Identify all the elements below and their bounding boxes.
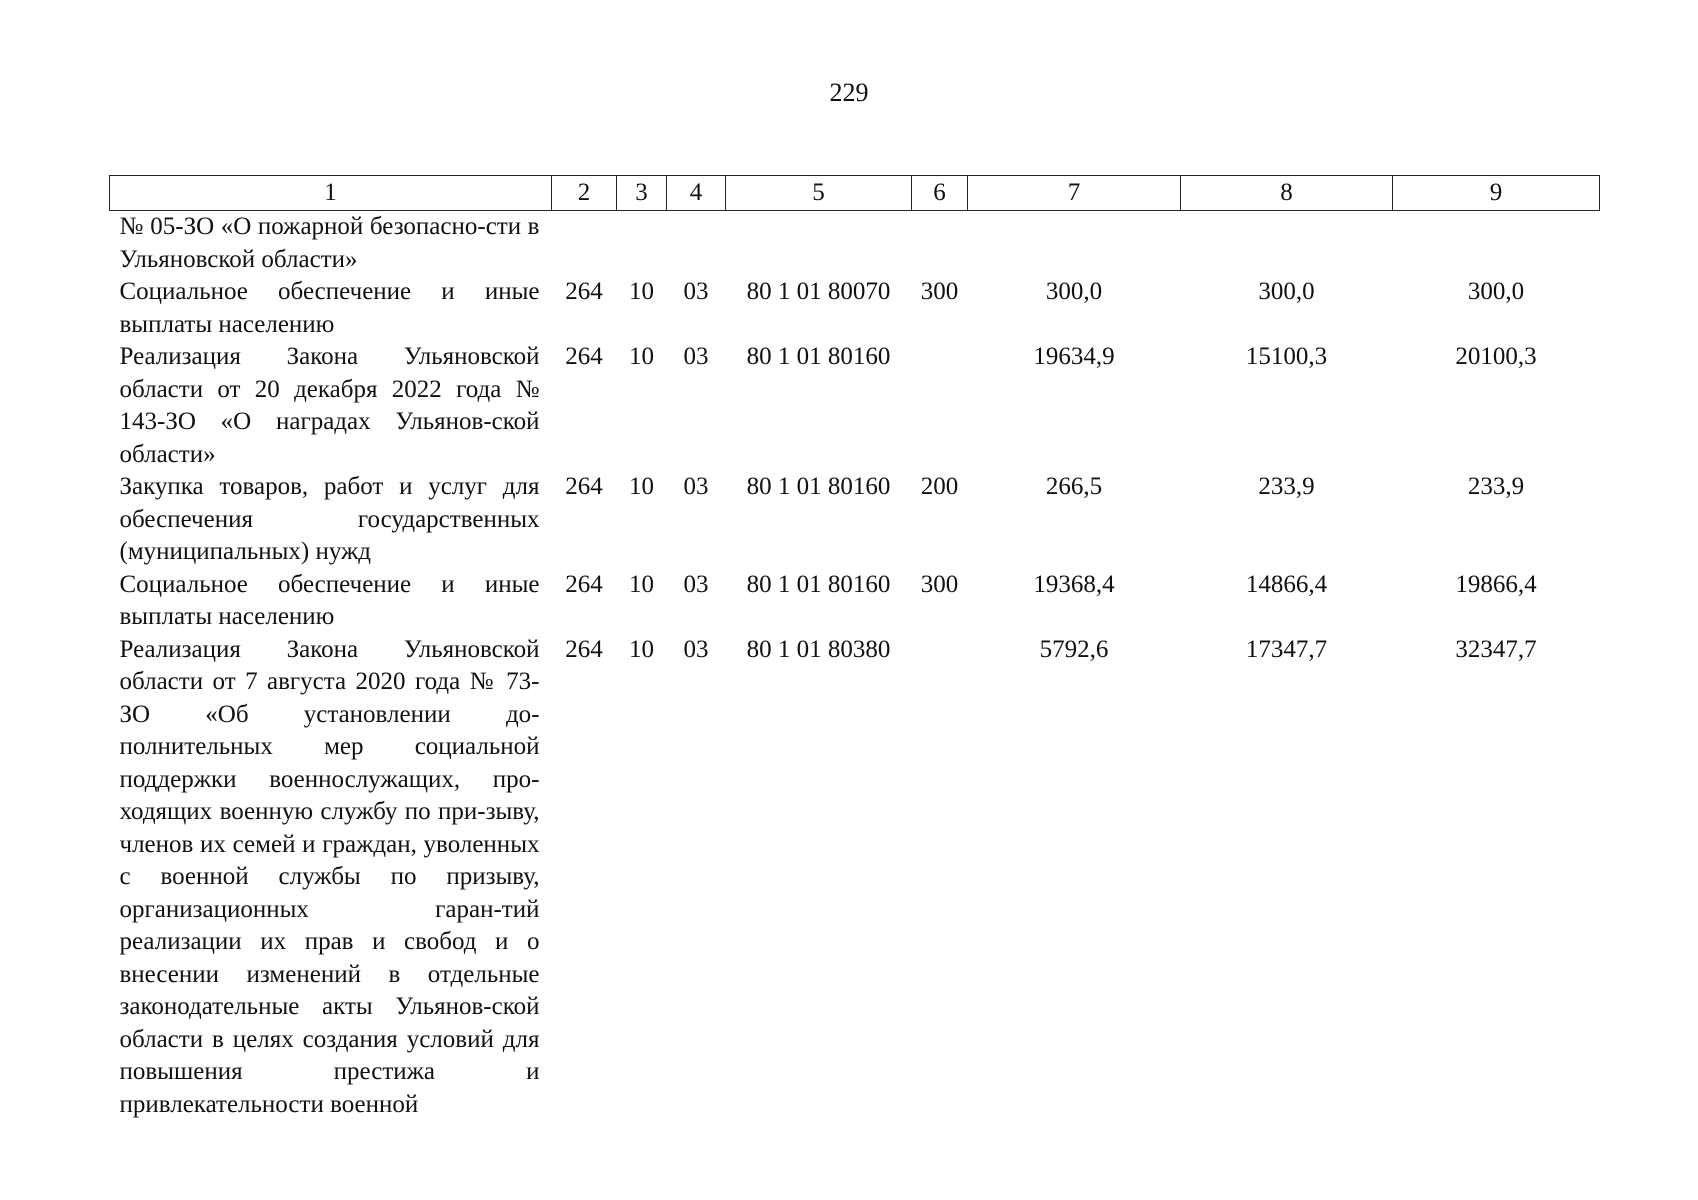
cell-amount-col9: 233,9: [1467, 473, 1525, 500]
cell-amount-col8: [1181, 211, 1393, 277]
column-header-4: 4: [667, 176, 726, 211]
cell-expense-type: 300: [920, 278, 959, 305]
cell-subsection-code: 03: [683, 473, 709, 500]
cell-target-code: 80 1 01 80380: [746, 635, 891, 663]
cell-amount-col8: 233,9: [1258, 473, 1315, 500]
cell-subsection-code: 03: [683, 278, 709, 305]
cell-section-code: 10: [629, 473, 654, 500]
cell-section-code: 10: [629, 278, 654, 305]
cell-section-code: 10: [629, 570, 654, 598]
cell-amount-col8: 300,0: [1258, 278, 1315, 305]
cell-ministry-code: [552, 211, 617, 277]
column-header-9: 9: [1393, 176, 1600, 211]
cell-amount-col8: 14866,4: [1245, 570, 1328, 598]
cell-expense-type: 200: [920, 473, 959, 500]
cell-ministry-code: 264: [565, 278, 603, 305]
row-description: Реализация Закона Ульяновской области от 20 декабря 2022 года № 143-ЗО «О наградах Ульянов-ской области»: [119, 343, 540, 468]
budget-table: [109, 175, 1600, 1121]
column-header-7: 7: [968, 176, 1181, 211]
cell-subsection-code: 03: [683, 635, 709, 663]
cell-section-code: [617, 211, 667, 277]
cell-amount-col7: 19634,9: [1033, 343, 1115, 370]
cell-target-code: 80 1 01 80160: [746, 570, 891, 598]
cell-expense-type: [912, 634, 968, 1122]
table-row: [110, 276, 1600, 341]
cell-expense-type: 300: [920, 570, 959, 598]
cell-amount-col7: 300,0: [1045, 278, 1103, 305]
cell-ministry-code: 264: [565, 635, 603, 663]
row-description: Социальное обеспечение и иные выплаты населению: [119, 570, 540, 630]
row-description: Социальное обеспечение и иные выплаты населению: [119, 278, 540, 338]
cell-subsection-code: 03: [683, 570, 709, 598]
cell-amount-col9: 300,0: [1467, 278, 1525, 305]
column-header-6: 6: [912, 176, 968, 211]
cell-target-code: [726, 211, 912, 277]
cell-ministry-code: 264: [565, 343, 603, 370]
header-row: [110, 176, 1600, 211]
cell-section-code: 10: [629, 635, 654, 663]
cell-amount-col9: 20100,3: [1455, 343, 1537, 370]
column-header-2: 2: [552, 176, 617, 211]
cell-ministry-code: 264: [565, 570, 603, 598]
table-body: [110, 211, 1600, 1122]
cell-amount-col7: 19368,4: [1033, 570, 1115, 598]
cell-amount-col7: [968, 211, 1181, 277]
cell-expense-type: [912, 341, 968, 471]
cell-subsection-code: 03: [683, 343, 709, 370]
table-row: [110, 471, 1600, 569]
table-row: [110, 211, 1600, 277]
row-description: Реализация Закона Ульяновской области от 7 августа 2020 года № 73-ЗО «Об установлении до-полнительных мер социальной поддержки военнослужащих, про-ходящих военную службу по при-зыву, членов их семей и граждан, уволенных с военной службы по призыву, организационных гаран-тий реализации их прав и свобод и о внесении изменений в отдельные законодательные акты Ульянов-ской области в целях создания условий для повышения престижа и привлекательности военной: [119, 635, 540, 1118]
cell-amount-col9: [1393, 211, 1600, 277]
column-header-1: 1: [110, 176, 552, 211]
cell-amount-col8: 17347,7: [1245, 635, 1328, 663]
cell-subsection-code: [667, 211, 726, 277]
table-row: [110, 569, 1600, 634]
row-description: № 05-ЗО «О пожарной безопасно-сти в Ульяновской области»: [119, 213, 540, 273]
column-header-5: 5: [726, 176, 912, 211]
page-number: 229: [829, 78, 869, 107]
cell-amount-col8: 15100,3: [1245, 343, 1328, 370]
cell-expense-type: [912, 211, 968, 277]
column-header-8: 8: [1181, 176, 1393, 211]
cell-amount-col7: 5792,6: [1039, 635, 1109, 663]
row-description: Закупка товаров, работ и услуг для обеспечения государственных (муниципальных) нужд: [119, 473, 540, 565]
cell-target-code: 80 1 01 80160: [746, 343, 891, 370]
cell-target-code: 80 1 01 80070: [746, 278, 891, 305]
table-row: [110, 341, 1600, 471]
cell-section-code: 10: [629, 343, 654, 370]
table-header: [110, 176, 1600, 211]
cell-amount-col9: 32347,7: [1455, 635, 1537, 663]
cell-target-code: 80 1 01 80160: [746, 473, 891, 500]
cell-amount-col9: 19866,4: [1455, 570, 1537, 598]
table-row: [110, 634, 1600, 1122]
cell-ministry-code: 264: [565, 473, 603, 500]
column-header-3: 3: [617, 176, 667, 211]
cell-amount-col7: 266,5: [1045, 473, 1103, 500]
